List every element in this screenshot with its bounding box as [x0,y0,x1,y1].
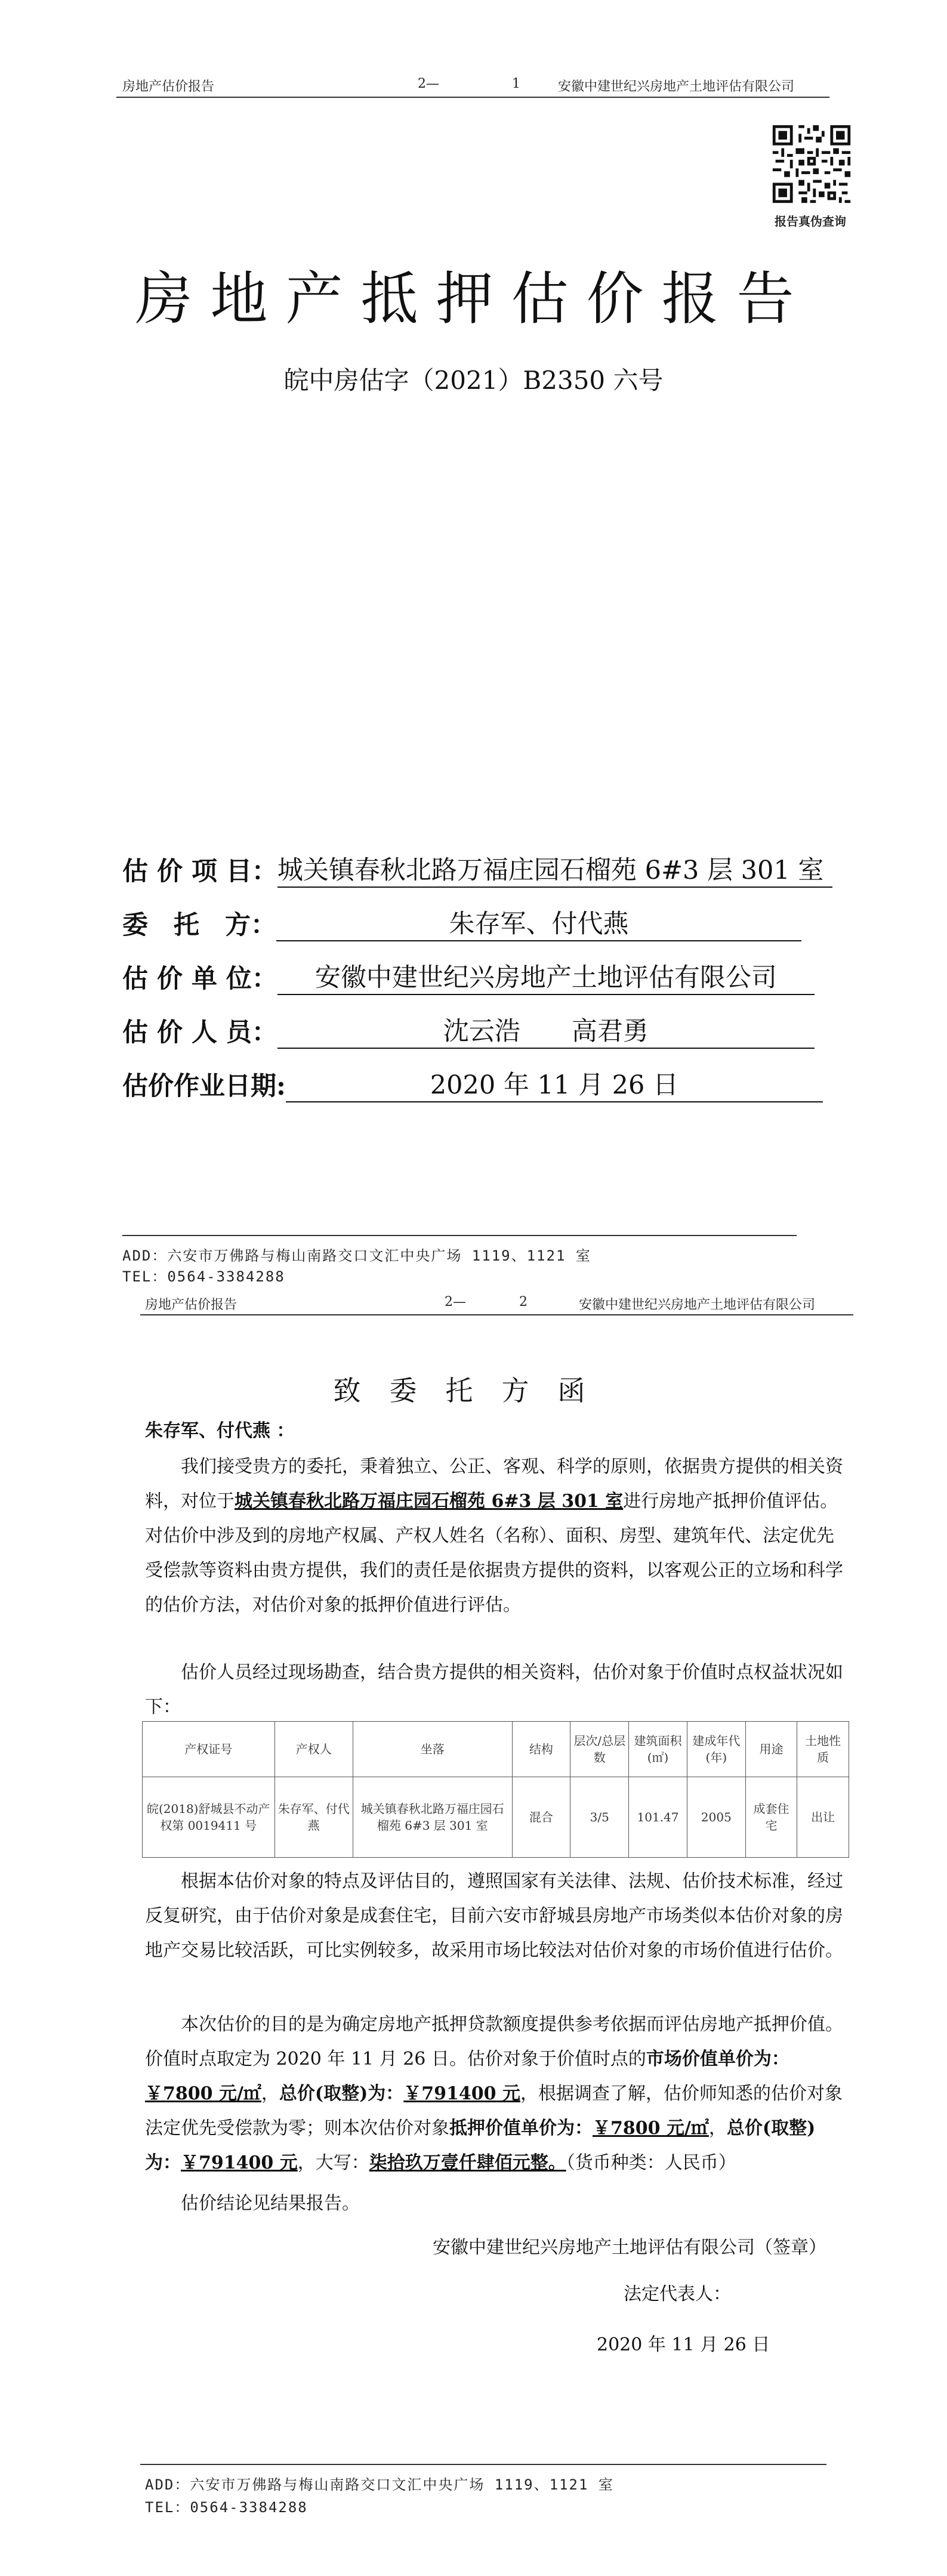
page-header-left: 房地产估价报告 [122,79,215,94]
p1-address: 城关镇春秋北路万福庄园石榴苑 6#3 层 301 室 [235,1491,624,1512]
info-value: 朱存军、付代燕 [276,904,801,941]
addressee: 朱存军、付代燕 ： [145,1420,295,1441]
sign-company: 安徽中建世纪兴房地产土地评估有限公司（签章） [433,2237,826,2258]
paragraph-3: 根据本估价对象的特点及评估目的，遵照国家有关法律、法规、估价技术标准，经过反复研究，由于估价对象是成套住宅，目前六安市舒城县房地产市场类似本估价对象的房地产交易比较活跃，可比实例较多，故采用市场比较法对估价对象的市场价值进行估价。 [145,1871,843,1961]
info-value: 沈云浩 高君勇 [277,1011,815,1049]
p4-market-unit-label: 市场价值单价为： [646,2049,789,2070]
info-value: 安徽中建世纪兴房地产土地评估有限公司 [277,957,815,995]
p4-t10: ， [708,2118,727,2139]
info-value: 2020 年 11 月 26 日 [286,1065,823,1102]
paragraph-1 [145,1450,846,1623]
footer-tel: TEL：0564-3384288 [145,2499,308,2516]
td-owner: 朱存军、付代燕 [274,1777,353,1858]
paragraph-5: 估价结论见结果报告。 [181,2193,360,2214]
p1-text-b: 进行房地产抵押价值评估。对估价中涉及到的房地产权属、产权人姓名（名称）、面积、房型、建筑年代、法定优先受偿款等资料由贵方提供，我们的责任是依据贵方提供的资料，以客观公正的立场和科学的估价方法，对估价对象的抵押价值进行评估。 [145,1491,843,1616]
td-cert-no: 皖(2018)舒城县不动产权第 0019411 号 [143,1777,275,1858]
p4-market-total: ￥791400 元 [403,2083,520,2104]
p4-market-total-label: 总价(取整)为： [279,2083,404,2104]
p4-mortgage-unit-label: 抵押价值单价为： [449,2118,593,2139]
p4-t4: ， [261,2083,279,2104]
property-table [142,1721,849,1858]
sign-representative: 法定代表人： [624,2284,731,2305]
td-area: 101.47 [629,1777,687,1858]
td-year: 2005 [687,1777,745,1858]
p4-mortgage-total: ￥791400 元 [181,2152,298,2173]
th-area: 建筑面积(㎡) [629,1722,687,1777]
td-location: 城关镇春秋北路万福庄园石榴苑 6#3 层 301 室 [353,1777,512,1858]
td-structure: 混合 [512,1777,570,1858]
header-rule [140,1314,853,1315]
info-label: 估价作业日期: [122,1071,286,1101]
th-usage: 用途 [745,1722,797,1777]
info-value: 城关镇春秋北路万福庄园石榴苑 6#3 层 301 室 [277,850,832,888]
td-land: 出让 [797,1777,849,1858]
footer-address: ADD：六安市万佛路与梅山南路交口文汇中央广场 1119、1121 室 [145,2476,614,2493]
page-header-right: 安徽中建世纪兴房地产土地评估有限公司 [579,1298,816,1312]
letter-title: 致委托方函 [333,1375,614,1407]
th-floor: 层次/总层数 [570,1722,629,1777]
p4-amount-in-words: 柒拾玖万壹仟肆佰元整。 [369,2152,566,2173]
p1-text-a: 我们接受贵方的委托，秉着独立、公正、客观、科学的原则，依据贵方提供的相关资料，对位于 [145,1456,843,1512]
footer-tel: TEL：0564-3384288 [122,1268,285,1285]
page-header-number: 1 [512,76,520,91]
th-owner: 产权人 [274,1722,353,1777]
paragraph-2: 估价人员经过现场勘查，结合贵方提供的相关资料，估价对象于价值时点权益状况如下： [145,1662,843,1718]
p4-t1: 本次估价的目的是为确定房地产抵押贷款额度提供参考依据而评估房地产抵押价值。价值时点取定为 2020 年 11 月 26 日。估价对象于价值时点的 [145,2014,843,2070]
p4-market-unit-price: ￥7800 元/㎡ [145,2083,261,2104]
td-usage: 成套住宅 [745,1777,797,1858]
page-header-right: 安徽中建世纪兴房地产土地评估有限公司 [558,79,795,94]
p4-t13: ，大写： [297,2152,369,2173]
p4-mortgage-unit-price: ￥7800 元/㎡ [593,2118,709,2139]
table-header-row [143,1722,849,1777]
info-label: 估 价 单 位： [122,964,277,994]
th-cert-no: 产权证号 [143,1722,275,1777]
th-structure: 结构 [512,1722,570,1777]
info-label: 委 托 方： [122,910,276,940]
page-header-mid: 2— [445,1295,466,1309]
sign-date: 2020 年 11 月 26 日 [597,2334,770,2355]
qr-label: 报告真伪查询 [775,214,846,228]
footer-address: ADD：六安市万佛路与梅山南路交口文汇中央广场 1119、1121 室 [122,1247,591,1264]
td-floor: 3/5 [570,1777,629,1858]
page-header-number: 2 [519,1295,528,1309]
footer-rule [140,2464,826,2465]
info-label: 估 价 项 目： [122,857,277,887]
p4-currency: （货币种类：人民币） [566,2152,736,2173]
page-header-left: 房地产估价报告 [145,1298,237,1312]
th-land: 土地性质 [797,1722,849,1777]
page-header-mid: 2— [418,76,439,91]
table-row [143,1777,849,1858]
report-number: 皖中房估字（2021）B2350 六号 [283,366,664,395]
info-label: 估 价 人 员： [122,1018,277,1048]
p4-t7: ，根据调查了解，估价师知悉的估价对象法定优先受偿款为零；则本次估价对象 [145,2083,843,2139]
th-location: 坐落 [353,1722,512,1777]
paragraph-4 [145,2007,846,2180]
report-title: 房地产抵押估价报告 [135,265,812,332]
p4-mortgage-total-label: 总价(取整)为： [145,2118,816,2173]
th-year: 建成年代(年) [687,1722,745,1777]
